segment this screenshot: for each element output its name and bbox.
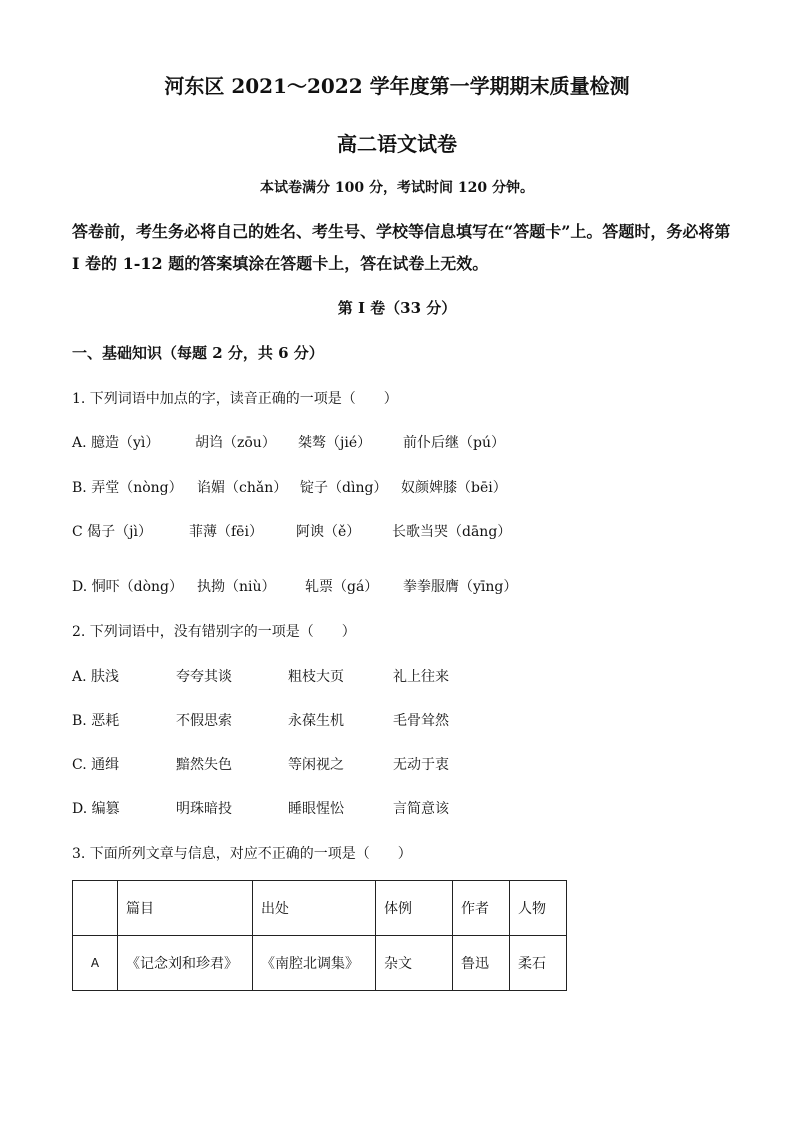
option-term: 菲薄（fēi） [189, 524, 263, 540]
table-cell: A [73, 936, 118, 991]
question-3-table [72, 880, 567, 991]
table-row [73, 936, 567, 991]
option-term: 锭子（dìng） [300, 480, 388, 496]
option-term: 谄媚（chǎn） [197, 480, 288, 496]
table-header-row [73, 881, 567, 936]
option-term: 黯然失色 [176, 757, 232, 773]
table-cell: 《南腔北调集》 [253, 936, 376, 991]
option-term: 奴颜婢膝（bēi） [401, 480, 507, 496]
option-term: 言简意该 [393, 801, 449, 817]
table-header-cell: 人物 [510, 881, 567, 936]
exam-instructions: 答卷前，考生务必将自己的姓名、考生号、学校等信息填写在“答题卡”上。答题时，务必将第 I 卷的 1-12 题的答案填涂在答题卡上，答在试卷上无效。 [72, 222, 731, 273]
question-2-stem: 2. 下列词语中，没有错别字的一项是（ ） [72, 624, 356, 640]
option-term: D. 编篡 [72, 801, 120, 817]
option-term: 毛骨耸然 [393, 713, 449, 729]
option-term: 粗枝大页 [288, 669, 344, 685]
option-term: 拳拳服膺（yīng） [403, 579, 518, 595]
option-term: C 偈子（jì） [72, 524, 152, 540]
part-heading: 第 I 卷（33 分） [337, 299, 457, 317]
option-term: 永葆生机 [288, 713, 344, 729]
option-term: 无动于衷 [393, 757, 449, 773]
question-1-stem: 1. 下列词语中加点的字，读音正确的一项是（ ） [72, 391, 398, 407]
table-cell: 柔石 [510, 936, 567, 991]
table-header-cell: 作者 [453, 881, 510, 936]
option-term: 桀骜（jié） [298, 435, 372, 451]
table-cell: 鲁迅 [453, 936, 510, 991]
table-header-cell: 篇目 [118, 881, 253, 936]
option-term: B. 恶耗 [72, 713, 120, 729]
exam-title: 河东区 2021～2022 学年度第一学期期末质量检测 [164, 74, 630, 98]
option-term: D. 恫吓（dòng） [72, 579, 183, 595]
table-header-cell: 体例 [376, 881, 453, 936]
option-term: 等闲视之 [288, 757, 344, 773]
option-term: 前仆后继（pú） [403, 435, 505, 451]
option-term: 明珠暗投 [176, 801, 232, 817]
exam-info: 本试卷满分 100 分，考试时间 120 分钟。 [260, 180, 534, 196]
option-term: 执拗（niù） [197, 579, 276, 595]
table-header-cell: 出处 [253, 881, 376, 936]
option-term: 礼上往来 [393, 669, 449, 685]
option-term: A. 臆造（yì） [72, 435, 160, 451]
table-cell: 《记念刘和珍君》 [118, 936, 253, 991]
option-term: 胡诌（zōu） [195, 435, 276, 451]
section-heading: 一、基础知识（每题 2 分，共 6 分） [72, 344, 324, 362]
option-term: C. 通缉 [72, 757, 120, 773]
option-term: 睡眼惺忪 [288, 801, 344, 817]
exam-subtitle: 高二语文试卷 [337, 132, 457, 156]
option-term: 不假思索 [176, 713, 232, 729]
option-term: B. 弄堂（nòng） [72, 480, 183, 496]
option-term: 轧票（gá） [305, 579, 379, 595]
option-term: 长歌当哭（dāng） [392, 524, 512, 540]
option-term: A. 肤浅 [72, 669, 120, 685]
question-3-stem: 3. 下面所列文章与信息，对应不正确的一项是（ ） [72, 846, 412, 862]
table-cell: 杂文 [376, 936, 453, 991]
table-header-cell [73, 881, 118, 936]
option-term: 阿谀（ě） [296, 524, 361, 540]
option-term: 夸夸其谈 [176, 669, 232, 685]
